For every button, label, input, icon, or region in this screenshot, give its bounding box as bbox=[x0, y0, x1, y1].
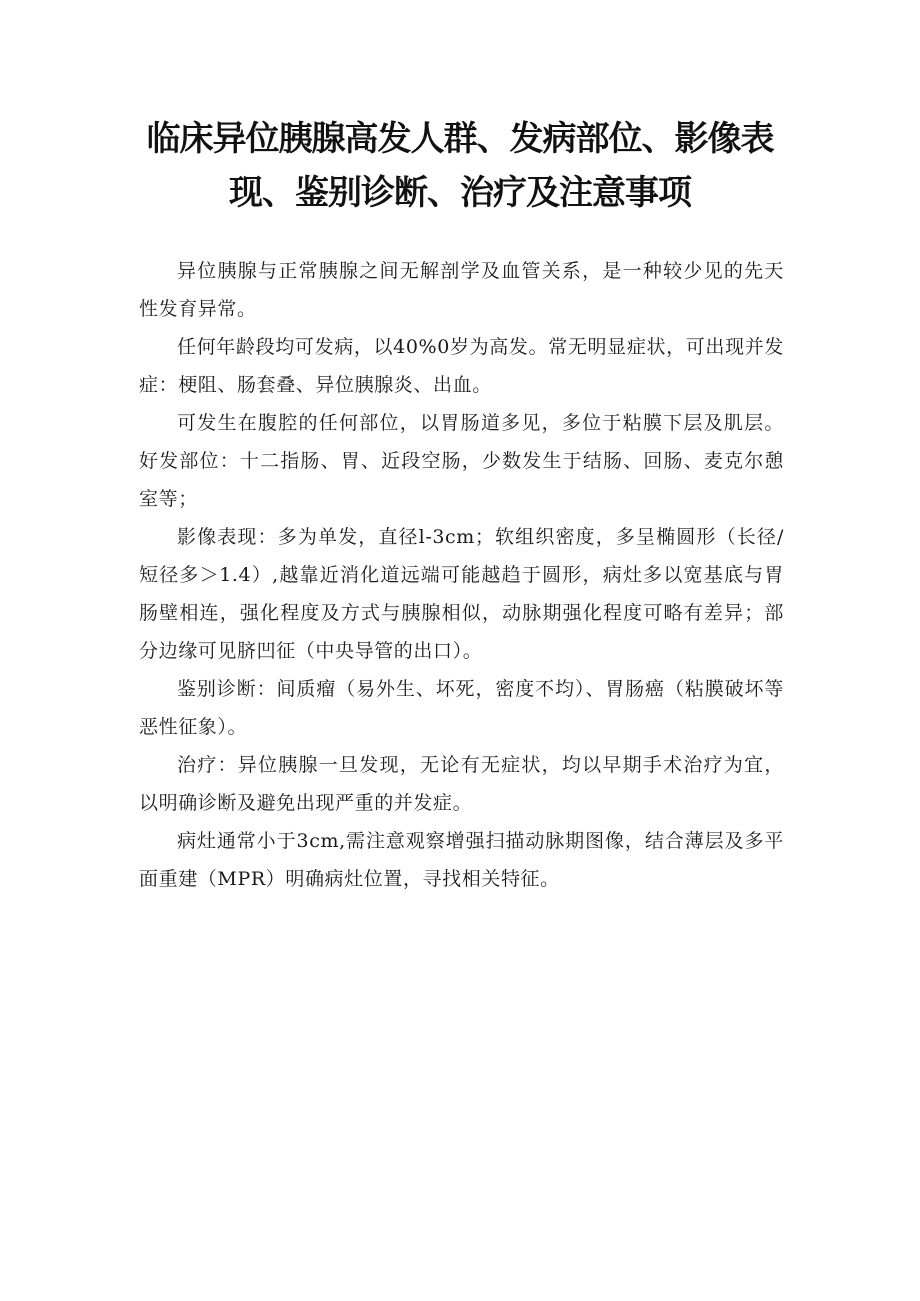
paragraph-definition: 异位胰腺与正常胰腺之间无解剖学及血管关系，是一种较少见的先天性发育异常。 bbox=[139, 260, 784, 320]
paragraph-notes: 病灶通常小于3cm,需注意观察增强扫描动脉期图像，结合薄层及多平面重建（MPR）明确病灶位置，寻找相关特征。 bbox=[139, 830, 784, 890]
paragraph-population: 任何年龄段均可发病，以40%0岁为高发。常无明显症状，可出现并发症：梗阻、肠套叠、异位胰腺炎、出血。 bbox=[139, 336, 784, 396]
paragraph-differential: 鉴别诊断：间质瘤（易外生、坏死，密度不均）、胃肠癌（粘膜破坏等恶性征象）。 bbox=[139, 678, 784, 738]
title-line-2: 现、鉴别诊断、治疗及注意事项 bbox=[229, 173, 691, 213]
paragraph-imaging: 影像表现：多为单发，直径l-3cm；软组织密度，多呈椭圆形（长径/短径多＞1.4）,越靠近消化道远端可能越趋于圆形，病灶多以宽基底与胃肠壁相连，强化程度及方式与胰腺相似，动脉期强化程度可略有差异；部分边缘可见脐凹征（中央导管的出口）。 bbox=[139, 526, 784, 662]
title-line-1: 临床异位胰腺高发人群、发病部位、影像表 bbox=[146, 119, 774, 159]
document-body bbox=[139, 252, 784, 898]
document-title bbox=[120, 112, 800, 220]
paragraph-treatment: 治疗：异位胰腺一旦发现，无论有无症状，均以早期手术治疗为宜，以明确诊断及避免出现严重的并发症。 bbox=[139, 754, 784, 814]
paragraph-location: 可发生在腹腔的任何部位，以胃肠道多见，多位于粘膜下层及肌层。好发部位：十二指肠、胃、近段空肠，少数发生于结肠、回肠、麦克尔憩室等； bbox=[139, 412, 784, 510]
